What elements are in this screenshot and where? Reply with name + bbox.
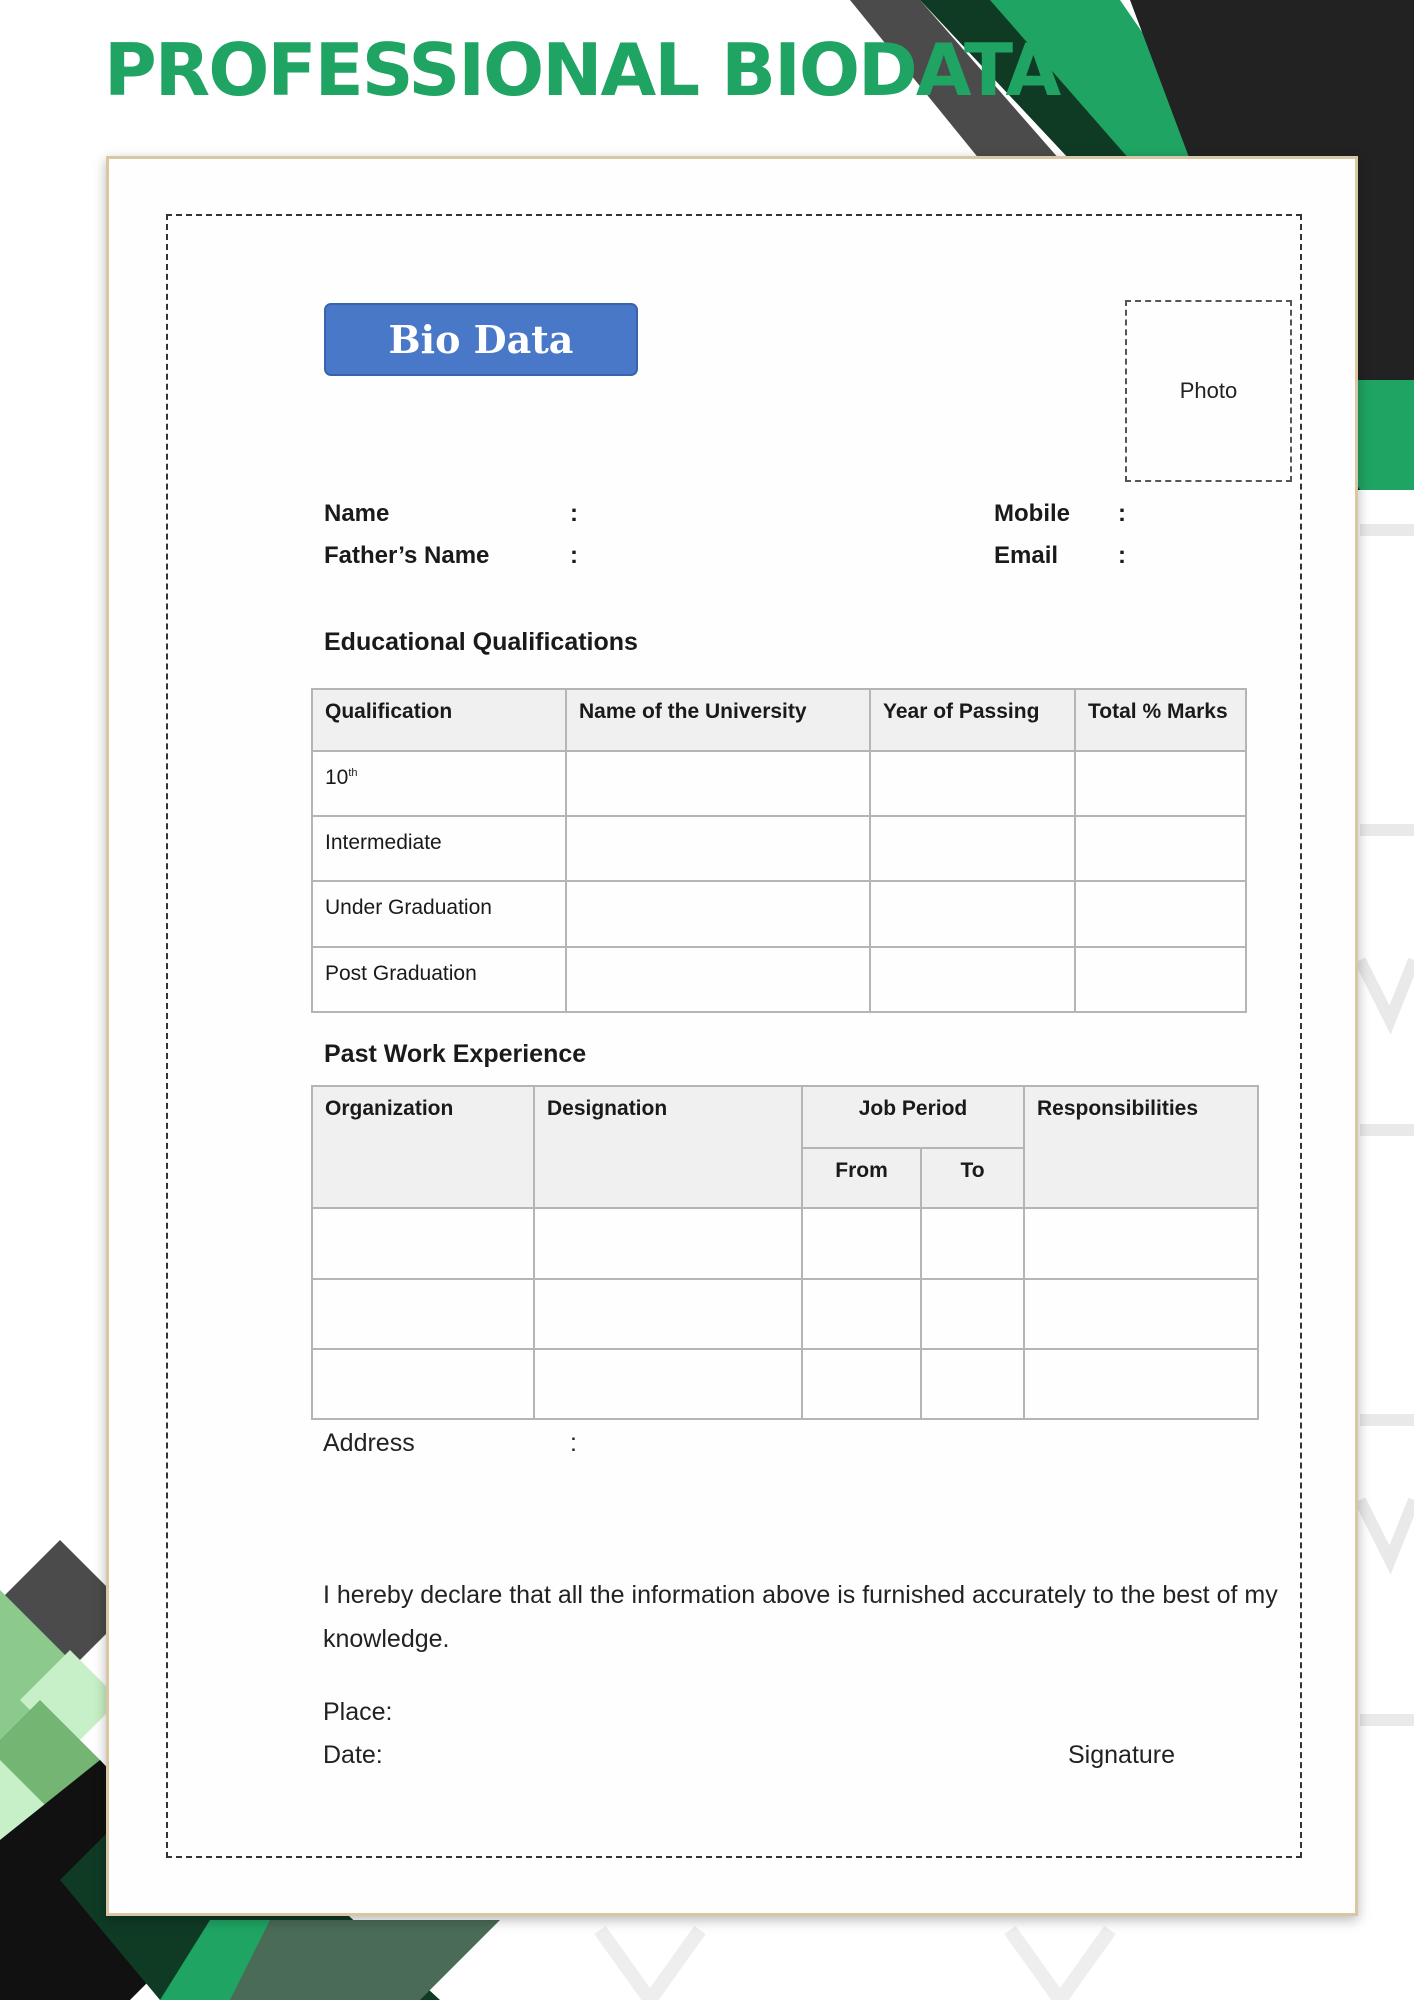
table-row [312,1279,1258,1349]
table-cell[interactable] [870,751,1075,816]
table-cell[interactable] [1075,816,1246,881]
education-section-title: Educational Qualifications [324,628,638,656]
biodata-form-sheet [106,156,1358,1916]
work-section-title: Past Work Experience [324,1040,587,1068]
address-separator: : [570,1429,577,1457]
table-cell[interactable] [566,881,870,947]
table-row [312,816,1246,881]
qualification-cell: Under Graduation [312,881,566,947]
table-cell[interactable] [802,1349,921,1419]
signature-label: Signature [1068,1741,1176,1769]
column-header-responsibilities: Responsibilities [1024,1086,1258,1208]
table-cell[interactable] [312,1349,534,1419]
column-header-to: To [921,1148,1024,1208]
table-cell[interactable] [921,1208,1024,1279]
column-header-designation: Designation [534,1086,802,1208]
table-cell[interactable] [566,816,870,881]
place-label: Place: [323,1698,393,1726]
table-cell[interactable] [312,1208,534,1279]
address-label: Address [323,1429,415,1457]
date-label: Date: [323,1741,383,1769]
table-cell[interactable] [312,1279,534,1349]
mobile-label: Mobile [994,500,1070,527]
table-cell[interactable] [921,1349,1024,1419]
qualification-10th: 10 [325,766,349,789]
table-row [312,1208,1258,1279]
mobile-separator: : [1118,500,1126,527]
qualification-cell: Post Graduation [312,947,566,1012]
education-table [311,688,1247,1013]
table-cell[interactable] [870,816,1075,881]
deco-gray-block [230,1920,500,2000]
table-cell[interactable] [534,1208,802,1279]
table-cell[interactable] [1075,881,1246,947]
page-title: PROFESSIONAL BIODATA [104,28,1060,112]
name-separator: : [570,500,578,527]
table-cell[interactable] [1024,1279,1258,1349]
fathers-name-separator: : [570,542,578,569]
column-header-university: Name of the University [566,689,870,751]
name-label: Name [324,500,390,527]
email-label: Email [994,542,1059,569]
table-cell[interactable] [802,1208,921,1279]
column-header-year: Year of Passing [870,689,1075,751]
table-cell[interactable] [921,1279,1024,1349]
table-cell[interactable] [566,947,870,1012]
work-experience-table [311,1085,1259,1420]
table-row [312,947,1246,1012]
photo-placeholder [1125,300,1292,482]
column-header-job-period: Job Period [802,1086,1024,1148]
table-cell[interactable] [1075,947,1246,1012]
table-cell[interactable] [1024,1208,1258,1279]
dashed-frame [166,214,1302,1858]
table-cell[interactable] [802,1279,921,1349]
table-cell[interactable] [534,1279,802,1349]
table-cell[interactable] [1024,1349,1258,1419]
table-cell[interactable] [1075,751,1246,816]
column-header-organization: Organization [312,1086,534,1208]
column-header-qualification: Qualification [312,689,566,751]
table-row [312,751,1246,816]
table-cell[interactable] [870,881,1075,947]
email-separator: : [1118,542,1126,569]
ordinal-suffix: th [348,767,358,779]
declaration-text: I hereby declare that all the information above is furnished accurately to the best of my knowledge. [323,1581,1278,1653]
qualification-cell: Intermediate [312,816,566,881]
bio-data-badge: Bio Data [324,303,638,376]
table-row [312,1349,1258,1419]
table-cell[interactable] [870,947,1075,1012]
fathers-name-label: Father’s Name [324,542,490,569]
qualification-cell [312,751,566,816]
table-cell[interactable] [534,1349,802,1419]
table-cell[interactable] [566,751,870,816]
photo-label: Photo [1179,378,1238,403]
column-header-marks: Total % Marks [1075,689,1246,751]
column-header-from: From [802,1148,921,1208]
table-row [312,881,1246,947]
